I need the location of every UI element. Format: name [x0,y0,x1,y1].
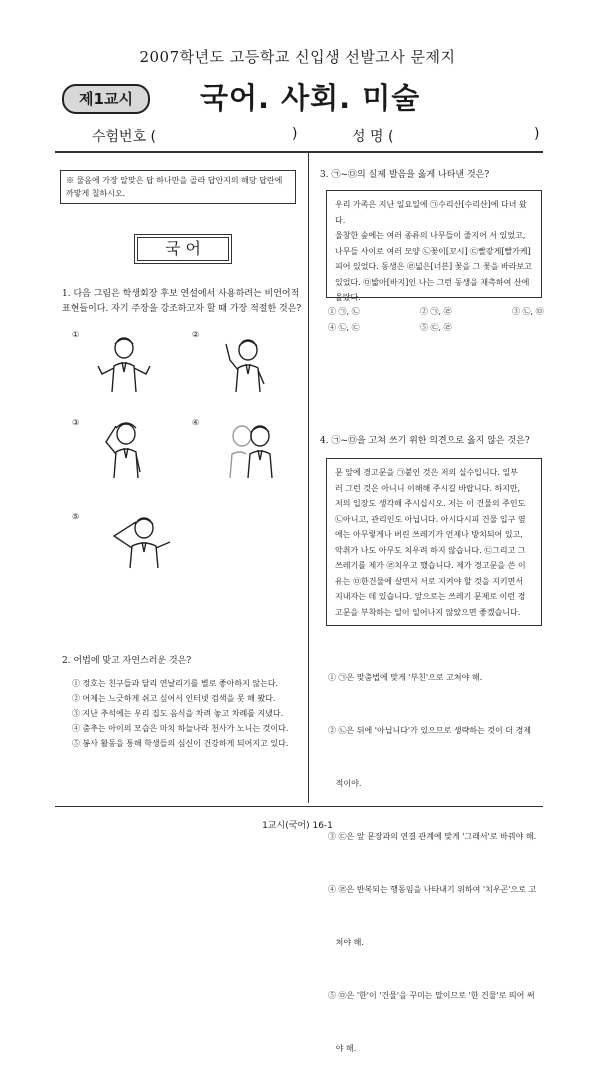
q4-passage-line: ㉡아니고, 관리인도 아닙니다. 아시다시피 건물 입구 옆 [335,514,526,524]
figure-student-pointing [214,330,278,394]
figure-student-hand-on-forehead [100,506,180,570]
q4-option-5-cont: 야 해. [328,1044,357,1053]
q4-passage-line: 고문을 부착하는 일이 일어나지 않았으면 좋겠습니다. [335,607,521,617]
q4-option-3: ③ ㉢은 앞 문장과의 연결 관계에 맞게 '그래서'로 바꿔야 해. [328,832,537,841]
question-4-passage [326,458,542,626]
question-3-options [328,306,544,340]
q3-option-2: ② ㉠, ㉣ [420,307,452,316]
instruction-note: ※ 물음에 가장 알맞은 답 하나만을 골라 답안지의 해당 답란에 까맣게 칠하시오. [60,170,296,204]
q4-passage-line: 쓰레기를 제가 ㉣치우고 했습니다. 제가 경고문을 쓴 이 [335,561,526,570]
q2-option-2: ② 어제는 느긋하게 쉬고 싶어서 인터넷 검색을 못 해 봤다. [72,694,276,703]
footer-divider [55,806,543,807]
figure-two-students [220,416,284,480]
q1-label-1: ① [72,330,80,339]
exam-number-close: ) [292,126,298,142]
q4-passage-line: 유는 ㉤한건물에 살면서 서로 지켜야 할 것을 지키면서 [335,576,524,586]
page-footer: 1교시(국어) 16-1 [262,821,333,831]
q4-option-4-cont: 쳐야 해. [328,938,364,947]
question-4-number: 4. [320,436,329,446]
q3-option-4: ④ ㉡, ㉢ [328,323,360,332]
question-2-number: 2. [62,656,71,666]
q4-passage-line: 악취가 나도 아무도 치우려 하지 않습니다. ㉢그리고 그 [335,545,526,555]
q4-option-2-cont: 적이야. [328,779,362,788]
q3-passage-line: 나무들 사이로 여러 모양 ㉡꽃이[꼬시] ㉢빨갛게[빨가케] [335,246,531,256]
q3-passage-line: 있었다. ㉤밟아[바지]인 나는 그런 동생을 재촉하여 산에 [335,277,530,287]
question-4 [320,434,544,449]
question-2-options [72,676,308,751]
exam-title: 2007학년도 고등학교 신입생 선발고사 문제지 [139,48,456,66]
q3-passage-line: 올랐다. [335,293,361,302]
q4-option-5: ⑤ ㉤은 '한'이 '건물'을 꾸미는 말이므로 '한 건물'로 띄어 써 [328,991,535,1000]
q3-passage-line: 우리 가족은 지난 일요일에 ㉠수리산[수리산]에 다녀 왔다. [335,200,527,225]
question-3 [320,168,544,183]
q2-option-5: ⑤ 봉사 활동을 통해 학생들의 심신이 건강하게 되어지고 있다. [72,739,289,748]
question-4-text: ㉠~㉤을 고쳐 쓰기 위한 의견으로 옳지 않은 것은? [331,436,530,446]
question-4-options [328,632,544,1075]
question-3-passage [326,190,542,302]
q1-label-2: ② [192,330,200,339]
q1-label-4: ④ [192,418,200,427]
q3-option-1: ① ㉠, ㉡ [328,307,360,316]
q4-passage-line: 문 앞에 경고문을 ㉠붙인 것은 저의 실수입니다. 일부 [335,468,518,477]
q3-passage-line: 피어 있었다. 동생은 ㉣넓은[너븐] 꽃을 그 꽃을 바라보고 [335,262,532,271]
q1-label-3: ③ [72,418,80,427]
question-1-number: 1. [62,289,71,299]
q4-option-1: ① ㉠은 맞춤법에 맞게 '부친'으로 고쳐야 해. [328,673,483,682]
column-divider [308,153,309,803]
subject-title: 국어. 사회. 미술 [200,81,421,115]
question-3-number: 3. [320,170,329,180]
q4-passage-line: 에는 아무렇게나 버린 쓰레기가 언제나 방치되어 있고, [335,530,523,539]
exam-number-label: 수험번호 ( [92,129,157,145]
q1-label-5: ⑤ [72,512,80,521]
question-3-text: ㉠~㉤의 실제 발음을 옳게 나타낸 것은? [331,170,490,180]
q2-option-1: ① 정호는 친구들과 달리 연날리기를 별로 좋아하지 않는다. [72,679,279,688]
q4-passage-line: 러 그런 것은 아니니 이해해 주시길 바랍니다. 하지만, [335,483,521,493]
question-2-text: 어법에 맞고 자연스러운 것은? [73,656,192,666]
question-2 [62,654,302,669]
q2-option-3: ③ 지난 추석에는 우리 집도 음식을 차려 놓고 차례를 지냈다. [72,709,284,718]
figure-student-scratching-head [92,416,156,480]
question-1 [62,287,302,317]
name-label: 성 명 ( [352,129,394,145]
period-badge: 제1교시 [62,84,150,114]
q3-option-5: ⑤ ㉢, ㉣ [420,323,452,332]
section-korean: 국 어 [134,234,232,264]
q4-option-4: ④ ㉣은 반복되는 행동임을 나타내기 위하여 '치우곤'으로 고 [328,885,537,894]
q4-passage-line: 저의 입장도 생각해 주시십시오. 저는 이 건물의 주인도 [335,499,526,508]
q3-option-3: ③ ㉡, ㉤ [512,307,544,316]
q3-passage-line: 울창한 숲에는 여러 종류의 나무들이 줄지어 서 있었고, [335,231,526,240]
q4-option-2: ② ㉡은 뒤에 '아닙니다'가 있으므로 생략하는 것이 더 경제 [328,726,532,735]
figure-student-hands-open [92,330,156,394]
name-close: ) [534,126,540,142]
question-1-text: 다음 그림은 학생회장 후보 연설에서 사용하려는 비언어적 표현들이다. 자기 주장을 강조하고자 할 때 가장 적절한 것은? [62,289,302,314]
q4-passage-line: 지내자는 데 있습니다. 앞으로는 쓰레기 문제로 이런 경 [335,592,526,601]
q2-option-4: ④ 춤추는 아이의 모습은 마치 하늘나라 천사가 노니는 것이다. [72,724,289,733]
header-divider [55,151,543,153]
